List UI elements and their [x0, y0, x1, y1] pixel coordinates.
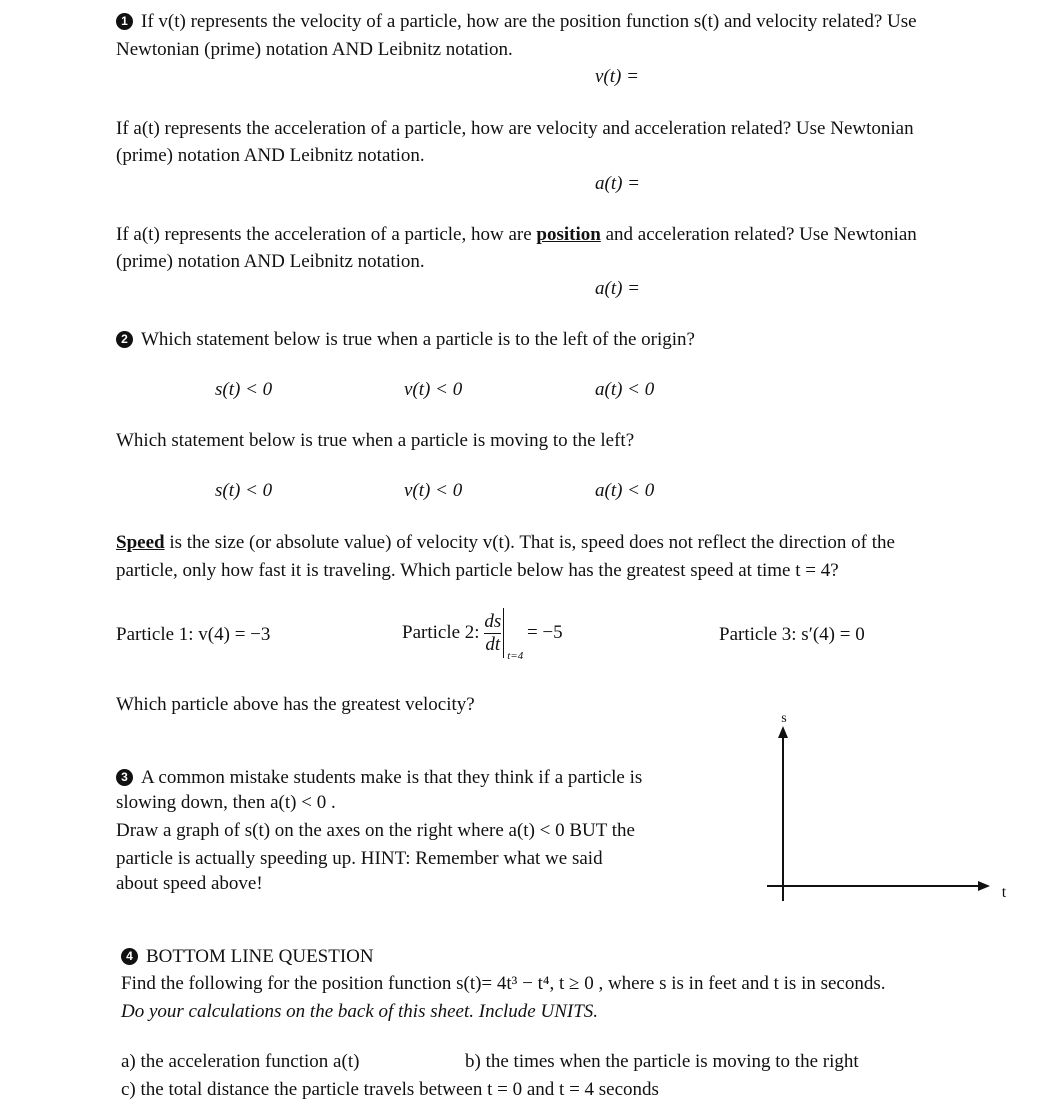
q1-paragraph-2-line-2: (prime) notation AND Leibnitz notation. — [116, 145, 425, 166]
q1-paragraph-1-line-2: Newtonian (prime) notation AND Leibnitz notation. — [116, 39, 513, 60]
q1-paragraph-2-line-1: If a(t) represents the acceleration of a particle, how are velocity and acceleration related? Use Newtonian — [116, 118, 914, 139]
q1-answer-velocity: v(t) = — [595, 66, 639, 87]
evaluation-bar: t=4 — [503, 608, 544, 658]
q2-left-of-origin-question: 2 Which statement below is true when a particle is to the left of the origin? — [116, 326, 695, 353]
x-axis-arrowhead — [978, 881, 990, 891]
q2-speed-line-1: Speed is the size (or absolute value) of velocity v(t). That is, speed does not reflect the direction of the — [116, 532, 895, 553]
q1-paragraph-3-line-2: (prime) notation AND Leibnitz notation. — [116, 251, 425, 272]
q4-part-a: a) the acceleration function a(t) — [121, 1051, 360, 1072]
speed-keyword: Speed — [116, 532, 165, 553]
q2-moving-option-a: a(t) < 0 — [595, 480, 655, 501]
number-4-icon: 4 — [121, 948, 138, 965]
axis-x-label: t — [1001, 884, 1007, 901]
q2-left-option-v: v(t) < 0 — [404, 379, 463, 400]
q3-line-1: 3 A common mistake students make is that they think if a particle is — [116, 764, 642, 791]
q4-title: 4 BOTTOM LINE QUESTION — [121, 943, 374, 970]
particle-1: Particle 1: v(4) = −3 — [116, 624, 271, 645]
q1-answer-acceleration-1: a(t) = — [595, 173, 641, 194]
q2-left-option-s: s(t) < 0 — [215, 379, 273, 400]
axis-y-label: s — [781, 711, 787, 726]
particle-3: Particle 3: s′(4) = 0 — [719, 624, 865, 645]
q2-left-option-a: a(t) < 0 — [595, 379, 655, 400]
q1-paragraph-1-line-1: 1 If v(t) represents the velocity of a particle, how are the position function s(t) and velocity related? Use — [116, 8, 917, 35]
q2-velocity-question: Which particle above has the greatest velocity? — [116, 694, 475, 715]
q4-line-2: Do your calculations on the back of this sheet. Include UNITS. — [121, 1001, 599, 1022]
q1-answer-acceleration-2: a(t) = — [595, 278, 641, 299]
number-3-icon: 3 — [116, 769, 133, 786]
y-axis-arrowhead — [778, 726, 788, 738]
q2-moving-option-v: v(t) < 0 — [404, 480, 463, 501]
q4-part-b: b) the times when the particle is moving to the right — [465, 1051, 859, 1072]
q2-moving-left-question: Which statement below is true when a particle is moving to the left? — [116, 430, 635, 451]
q3-line-2: slowing down, then a(t) < 0 . — [116, 792, 336, 813]
position-keyword: position — [536, 224, 601, 245]
ds-dt-fraction: $\frac{ds}{dt}$ — [484, 610, 502, 655]
number-2-icon: 2 — [116, 331, 133, 348]
q4-part-c: c) the total distance the particle travels between t = 0 and t = 4 seconds — [121, 1079, 659, 1100]
q3-line-3: Draw a graph of s(t) on the axes on the right where a(t) < 0 BUT the — [116, 820, 635, 841]
number-1-icon: 1 — [116, 13, 133, 30]
q2-speed-line-2: particle, only how fast it is traveling. Which particle below has the greatest speed at time t = 4? — [116, 560, 839, 581]
blank-axes[interactable] — [760, 705, 1020, 910]
q3-line-5: about speed above! — [116, 873, 263, 894]
q1-paragraph-3-line-1: If a(t) represents the acceleration of a particle, how are position and acceleration related? Use Newtonian — [116, 224, 917, 245]
q4-line-1: Find the following for the position function s(t)= 4t³ − t⁴, t ≥ 0 , where s is in feet and t is in seconds. — [121, 973, 886, 994]
q3-line-4: particle is actually speeding up. HINT: Remember what we said — [116, 848, 603, 869]
particle-2: Particle 2: $\frac{ds}{dt}$ t=4 = −5 — [402, 608, 563, 658]
q2-moving-option-s: s(t) < 0 — [215, 480, 273, 501]
